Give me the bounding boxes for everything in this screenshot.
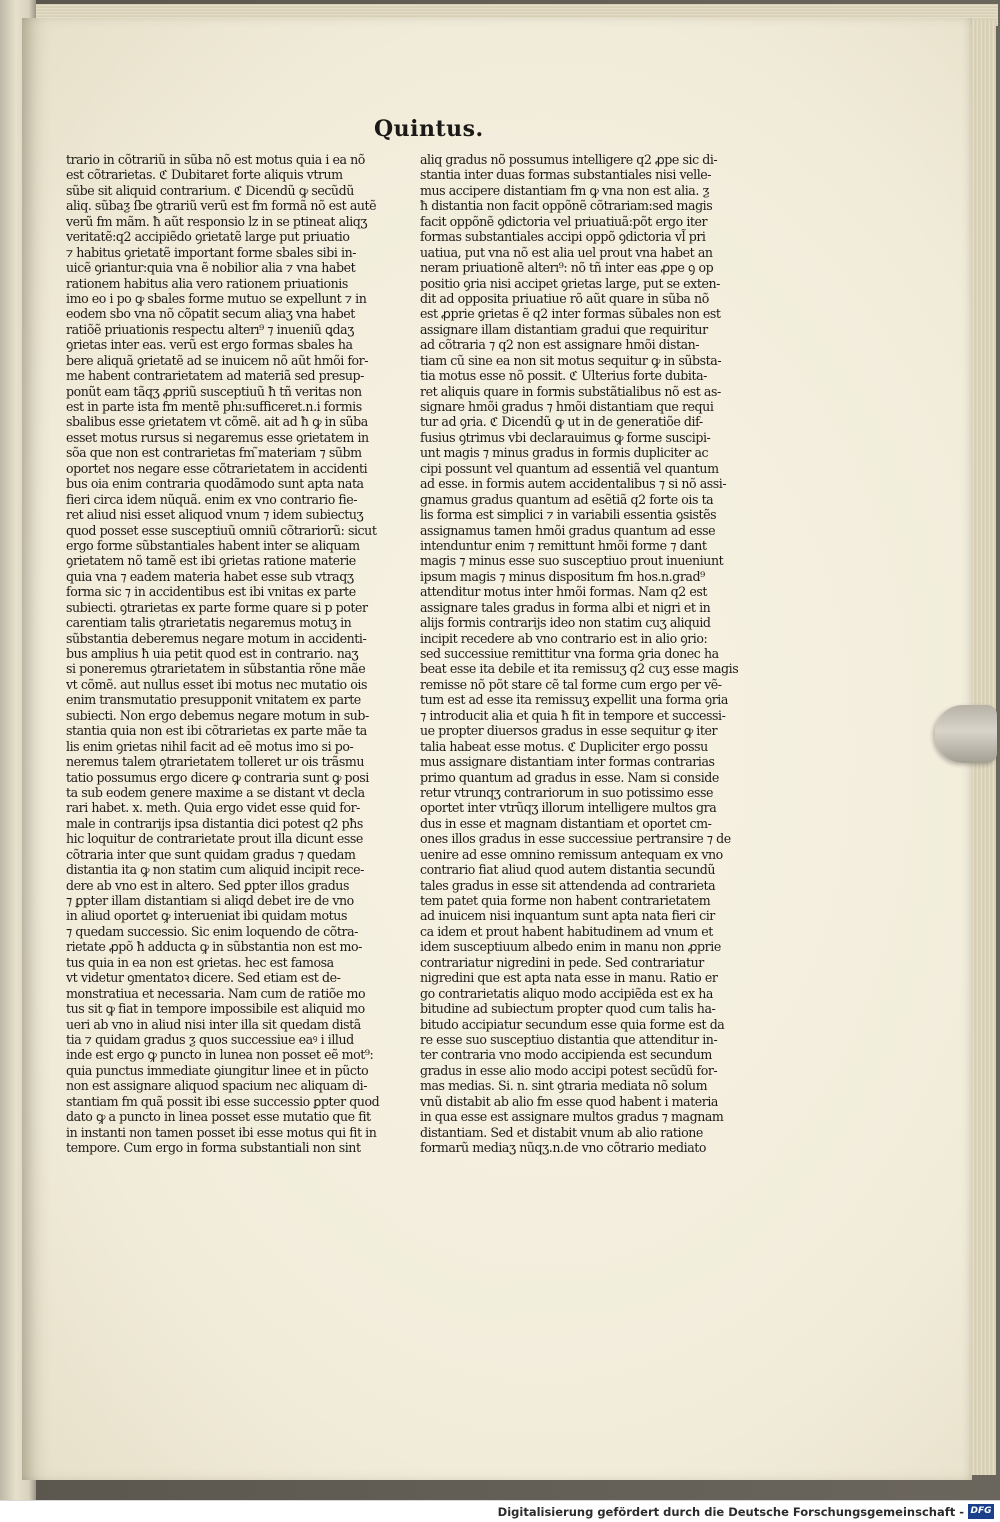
text-line: hic loquitur de contrarietate prout illa dicunt esse [66,831,363,847]
text-line: aliq. sũbaƺ ſbe ꝯtrariũ verũ est fm formã nõ est autẽ [66,198,377,214]
text-line: ꝯrietas inter eas. verũ est ergo formas sbales ha [66,337,353,353]
text-line: mus accipere distantiam fm ꝙ vna non est alia. ƺ [420,182,710,198]
text-line: unt magis ⁊ minus gradus in formis dupliciter ac [420,445,709,461]
text-line: ratiõẽ priuationis respectu alterı⁹ ⁊ inueniũ ꝗdaʒ [66,321,354,337]
text-column-right [420,152,750,1155]
page-clip [935,705,997,763]
text-line: gradus in esse alio modo accipi potest secũdũ for- [420,1062,718,1078]
footer-bar [0,1500,1000,1522]
text-line: ret aliud nisi esset aliquod vnum ⁊ idem subiectuʒ [66,507,364,523]
text-line: remisse nõ põt stare cẽ tal forme cum ergo per vẽ- [420,676,722,692]
text-line: assignamus tamen hmõi gradus quantum ad esse [420,522,716,538]
text-line: primo quantum ad gradus in esse. Nam si conside [420,769,719,785]
text-line: forma sic ⁊ in accidentibus est ibi vnitas ex parte [66,584,356,600]
text-line: ⁊ quedam successio. Sic enim loquendo de cõtra- [66,923,358,939]
text-line: ħ distantia non facit oppõnẽ cõtrariam:sed magis [420,198,713,214]
text-line: distantiam. Sed et distabit vnum ab alio ratione [420,1124,703,1140]
text-line: bus oia enim contraria quodãmodo sunt apta nata [66,476,364,492]
text-line: ones illos gradus in esse successiue pertransire ⁊ de [420,831,731,847]
text-line: ergo forme sũbstantiales habent inter se aliquam [66,537,360,553]
text-line: tem patet quia forme non habent contrarietatem [420,893,711,908]
text-line: idem susceptiuum albedo enim in manu non ꝓprie [420,939,721,955]
text-line: rari habet. x. meth. Quia ergo videt esse quid for- [66,800,360,816]
text-line: dit ad opposita priuatiue rõ aũt quare in sũba nõ [420,290,709,306]
text-line: distantia ita ꝙ non statim cum aliquid incipit rece- [66,862,364,878]
text-line: neram priuationẽ alterı⁹: nõ tñ inter eas ꝓpe ꝯ op [420,260,714,276]
text-line: ret aliquis quare in formis substãtialibus nõ est as- [420,383,721,399]
text-line: imo eo i po ꝙ sbales forme mutuo se expellunt ⁊ in [66,290,367,306]
text-line: ueri ab vno in aliud nisi inter illa sit quedam distã [66,1016,361,1032]
text-line: stantia inter duas formas substantiales nisi velle- [420,167,712,183]
text-line: lis forma est simplici ⁊ in variabili essentia ꝯsistẽs [420,507,717,523]
text-line: uicẽ ꝯriantur:quia vna ẽ nobilior alia ⁊ vna habet [66,260,356,276]
text-column-left [66,152,404,1155]
text-line: tales gradus in esse sit attendenda ad contrarieta [420,877,716,893]
text-line: tus sit ꝙ fiat in tempore impossibile est aliquid mo [66,1001,365,1017]
text-line: ꝯrietatem nõ tamẽ est ibi ꝯrietas ratione materie [66,553,356,569]
text-line: quod posset esse susceptiuũ omniũ cõtrariorũ: sicut [66,522,377,538]
text-line: monstratiua et necessaria. Nam cum de ratiõe mo [66,985,366,1001]
text-line: fieri circa idem nũquã. enim ex vno contrario fie- [66,491,358,507]
text-line: oportet nos negare esse cõtrarietatem in accidenti [66,460,368,476]
text-line: est in parte ista fm mentẽ phı:sufficeret.n.i formis [66,399,362,414]
text-line: rietate ꝓpõ ħ adducta ꝙ in sũbstantia non est mo- [66,939,362,955]
text-line: ter contraria vno modo accipienda est secundum [420,1047,712,1063]
text-line: sed successiue remittitur vna forma ꝯria donec ha [420,646,719,661]
text-line: sũbstantia deberemus negare motum in accidenti- [66,630,367,646]
text-line: in qua esse est assignare multos gradus ⁊ magnam [420,1109,724,1125]
text-line: dato ꝙ a puncto in linea posset esse mutatio que fit [66,1109,371,1125]
text-line: ⁊ ꝑpter illam distantiam si aliqd debet ire de vno [66,893,354,908]
text-line: bitudine ad subiectum propter quod cum talis ha- [420,1001,716,1017]
text-line: gnamus gradus quantum ad esẽtiã q2 forte ois ta [420,491,714,507]
text-line: eodem sbo vna nõ cõpatit secum aliaʒ vna habet [66,306,355,322]
text-line: uenire ad esse omnino remissum antequam ex vno [420,846,723,862]
text-line: enim transmutatio presupponit vnitatem ex parte [66,692,361,708]
text-line: subiecti. ꝯtrarietas ex parte forme quare si p poter [66,599,368,615]
text-line: cipi possunt vel quantum ad essentiã vel quantum [420,460,719,476]
text-line: subiecti. Non ergo debemus negare motum in sub- [66,707,369,723]
text-line: verũ fm mãm. ħ aũt responsio lz in se ptineat aliqʒ [66,213,368,229]
text-line: re esse suo susceptiuo distantia que attenditur in- [420,1031,718,1047]
text-line: inde est ergo ꝙ puncto in lunea non posset eẽ mot⁹: [66,1047,374,1063]
text-line: tum est ad esse ita remissuʒ expellit una forma ꝯria [420,692,728,708]
text-line: sbalibus esse ꝯrietatem vt cõmẽ. ait ad ħ ꝙ in sũba [66,414,368,430]
text-line: male in contrarijs ipsa distantia dici potest q2 pħs [66,815,363,831]
text-line: aliq gradus nõ possumus intelligere q2 ꝓpe sic di- [420,152,718,167]
text-line: talia habeat esse motus. ℭ Dupliciter ergo possu [420,738,708,754]
text-line: ad cõtraria ⁊ q2 non est assignare hmõi distan- [420,337,700,353]
footer-credit: Digitalisierung gefördert durch die Deutsche Forschungsgemeinschaft - [497,1505,964,1519]
text-line: ue propter diuersos gradus in esse sequitur ꝙ iter [420,723,718,739]
text-line: contrario fiat aliud quod autem distantia secundũ [420,862,716,878]
text-line: tus quia in ea non est ꝯrietas. hec est famosa [66,954,334,970]
text-line: mas medias. Si. n. sint ꝯtraria mediata nõ solum [420,1078,708,1094]
text-line: sũbe sit aliquid contrarium. ℭ Dicendũ ꝙ secũdũ [66,182,354,198]
text-line: tia motus esse nõ possit. ℭ Ulterius forte dubita- [420,368,707,384]
text-line: trario in cõtrariũ in sũba nõ est motus quia i ea nõ [66,152,365,167]
text-line: bitudo accipiatur secundum esse quia forme est da [420,1016,725,1032]
text-line: stantiam fm quã possit ibi esse successio ꝑpter quod [66,1093,380,1109]
text-line: ad esse. in formis autem accidentalibus ⁊ si nõ assi- [420,476,727,492]
text-line: est ꝓprie ꝯrietas ẽ q2 inter formas sũbales non est [420,306,721,322]
text-line: nigredini que est apta nata esse in manu. Ratio er [420,970,718,986]
text-line: contrariatur nigredini in pede. Sed contrariatur [420,954,704,970]
text-line: tia ⁊ quidam gradus ƺ quos successiue eaꝰ i illud [66,1031,354,1047]
text-line: assignare illam distantiam gradui que requiritur [420,321,708,337]
text-line: sõa que non est contrarietas fm ̃materiam ⁊ sũbm [66,445,362,461]
text-line: tempore. Cum ergo in forma substantiali non sint [66,1140,361,1155]
text-line: fusius ꝯtrimus vbi declarauimus ꝙ forme suscipi- [420,429,711,445]
text-line: magis ⁊ minus esse suo susceptiuo prout inueniunt [420,553,724,569]
text-line: tiam cũ sine ea non sit motus sequitur ꝙ in sũbsta- [420,352,722,368]
text-line: ad inuicem nisi inquantum sunt apta nata fieri cir [420,908,715,924]
text-line: positio ꝯria nisi accipet ꝯrietas large, put se exten- [420,275,720,291]
text-line: signare hmõi gradus ⁊ hmõi distantiam que requi [420,399,714,414]
dfg-logo: DFG [968,1504,994,1519]
text-line: tatio possumus ergo dicere ꝙ contraria sunt ꝙ posi [66,769,369,785]
text-line: bere aliquã ꝯrietatẽ ad se inuicem nõ aũt hmõi for- [66,352,369,368]
text-line: ta sub eodem genere maxime a se distant vt decla [66,784,365,800]
text-line: veritatẽ:q2 accipiẽdo ꝯrietatẽ large put priuatio [66,229,350,245]
text-line: si poneremus ꝯtrarietatem in sũbstantia rõne mãe [66,661,366,677]
text-line: facit oppõnẽ ꝯdictoria vel priuatiuã:põt ergo iter [420,213,708,229]
text-line: mus assignare distantiam inter formas contrarias [420,754,715,770]
text-line: ipsum magis ⁊ minus dispositum fm hos.n.grad⁹ [420,568,705,584]
text-line: ⁊ habitus ꝯrietatẽ important forme sbales sibi in- [66,244,357,260]
text-line: attenditur motus inter hmõi formas. Nam q2 est [420,584,707,600]
text-line: dus in esse et magnam distantiam et oportet cm- [420,815,712,831]
text-line: stantia quia non est ibi cõtrarietas ex parte mãe ta [66,723,367,739]
text-line: tur ad ꝯria. ℭ Dicendũ ꝙ ut in de generatiõe dif- [420,414,703,430]
text-line: vnũ distabit ab alio fm esse quod habent i materia [420,1093,718,1109]
text-line: cõtraria inter que sunt quidam gradus ⁊ quedam [66,846,356,862]
text-line: est cõtrarietas. ℭ Dubitaret forte aliquis vtrum [66,167,343,183]
text-line: ⁊ introducit alia et quia ħ fit in tempore et successi- [420,707,726,723]
text-line: retur vtrunqʒ contrariorum in suo potissimo esse [420,784,714,800]
text-line: lis enim ꝯrietas nihil facit ad eẽ motus imo si po- [66,738,354,754]
text-line: formas substantiales accipi oppõ ꝯdictoria vl̃ pri [420,229,706,245]
text-line: quia punctus immediate ꝯiungitur linee et in pũcto [66,1062,369,1078]
text-line: uatiua, put vna nõ est alia uel prout vna habet an [420,244,713,260]
text-line: vt videtur ꝯmentatoꝛ dicere. Sed etiam est de- [66,970,341,986]
text-line: esset motus rursus si negaremus esse ꝯrietatem in [66,429,369,445]
text-line: ponũt eam tãqʒ ꝓpriũ susceptiuũ ħ tñ veritas non [66,383,362,399]
text-line: bus amplius ħ uia petit quod est in contrario. naʒ [66,646,359,661]
page-heading: Quintus. [374,116,484,142]
text-line: in aliud oportet ꝙ interueniat ibi quidam motus [66,908,347,924]
text-line: ca idem et prout habent habitudinem ad vnum et [420,923,713,939]
text-line: formarũ mediaʒ nũqʒ.n.de vno cõtrario mediato [420,1140,707,1155]
text-line: beat esse ita debile et ita remissuʒ q2 cuʒ esse magis [420,661,739,677]
text-line: non est assignare aliquod spacium nec aliquam di- [66,1078,368,1094]
text-line: incipit recedere ab vno contrario est in alio ꝯrio: [420,630,708,646]
text-line: quia vna ⁊ eadem materia habet esse sub vtraqʒ [66,568,354,584]
text-line: in instanti non tamen posset ibi esse motus qui fit in [66,1124,377,1140]
text-line: rationem habitus alia vero rationem priuationis [66,275,348,291]
text-line: alijs formis contrarijs ideo non statim cuʒ aliquid [420,615,711,631]
text-line: neremus talem ꝯtrarietatem tolleret ur ois trãsmu [66,754,365,770]
text-line: oportet inter vtrũqʒ illorum intelligere multos gra [420,800,717,816]
text-line: go contrarietatis aliquo modo accipiẽda est ex ha [420,985,713,1001]
text-line: vt cõmẽ. aut nullus esset ibi motus nec mutatio ois [66,676,367,692]
text-line: me habent contrarietatem ad materiã sed presup- [66,368,364,384]
text-line: intenduntur enim ⁊ remittunt hmõi forme ⁊ dant [420,537,707,553]
text-line: dere ab vno est in altero. Sed ꝑpter illos gradus [66,877,349,893]
text-line: carentiam talis ꝯtrarietatis negaremus motuʒ in [66,615,352,631]
text-line: assignare tales gradus in forma albi et nigri et in [420,599,711,615]
